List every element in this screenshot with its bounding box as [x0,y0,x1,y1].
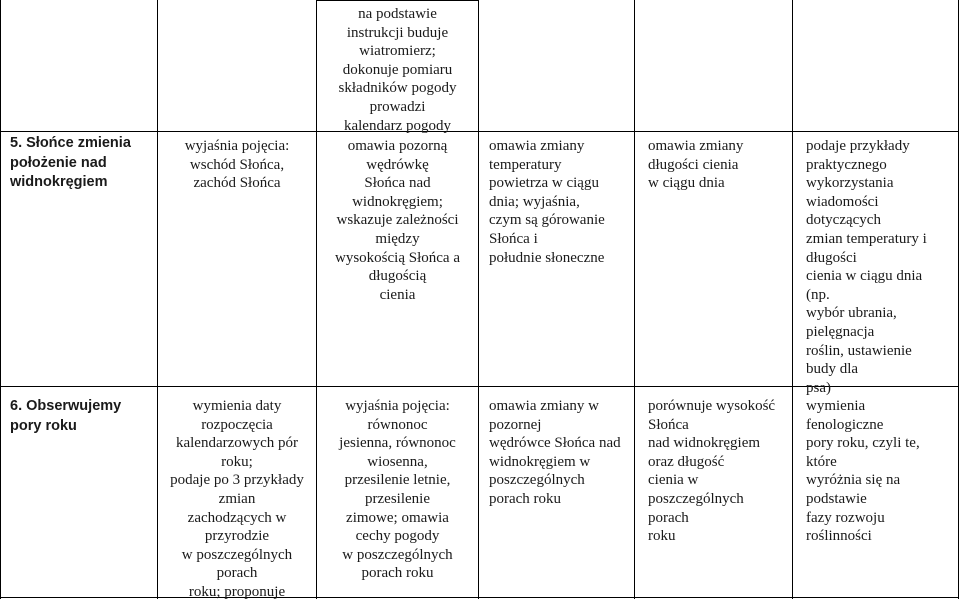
table-border-bottom [0,597,959,598]
table-border-col5 [792,0,793,599]
row5-col3: omawia pozorną wędrówkę Słońca nad widnokręgiem; wskazuje zależności między wysokością Słońca a długością cienia [335,138,460,303]
table-border-right [958,0,959,599]
row6-col4: omawia zmiany w pozornej wędrówce Słońca nad widnokręgiem w poszczególnych porach roku [489,398,621,507]
row6-col3: wyjaśnia pojęcia: równonoc jesienna, równonoc wiosenna, przesilenie letnie, przesilenie zimowe; omawia cechy pogody w poszczególnych porach roku [339,398,456,582]
row5-topic: 5. Słońce zmienia położenie nad widnokręgiem [10,135,131,190]
row5-col4: omawia zmiany temperatury powietrza w ciągu dnia; wyjaśnia, czym są górowanie Słońca i południe słoneczne [489,138,605,266]
row6-col6: wymienia fenologiczne pory roku, czyli te, które wyróżnia się na podstawie fazy rozwoju roślinności [806,398,920,545]
table-border-top [316,0,478,1]
row-divider-top [0,131,959,132]
row5-col2: wyjaśnia pojęcia: wschód Słońca, zachód Słońca [184,138,290,192]
row6-col2: wymienia daty rozpoczęcia kalendarzowych pór roku; podaje po 3 przykłady zmian zachodzących w przyrodzie w poszczególnych porach roku; proponuje [170,398,304,600]
row5-col6: podaje przykłady praktycznego wykorzystania wiadomości dotyczących zmian temperatury i długości cienia w ciągu dnia (np. wybór ubrania, pielęgnacja roślin, ustawienie budy dla psa) [806,138,927,396]
table-border-col4 [634,0,635,599]
table-border-left [0,0,1,599]
row6-topic: 6. Obserwujemy pory roku [10,398,122,434]
table-border-col3 [478,0,479,599]
row5-col3-continuation: na podstawie instrukcji buduje wiatromierz; dokonuje pomiaru składników pogody prowadzi kalendarz pogody [338,6,457,134]
row5-col5: omawia zmiany długości cienia w ciągu dnia [648,138,744,192]
row6-col5: porównuje wysokość Słońca nad widnokręgiem oraz długość cienia w poszczególnych porach roku [648,398,776,545]
